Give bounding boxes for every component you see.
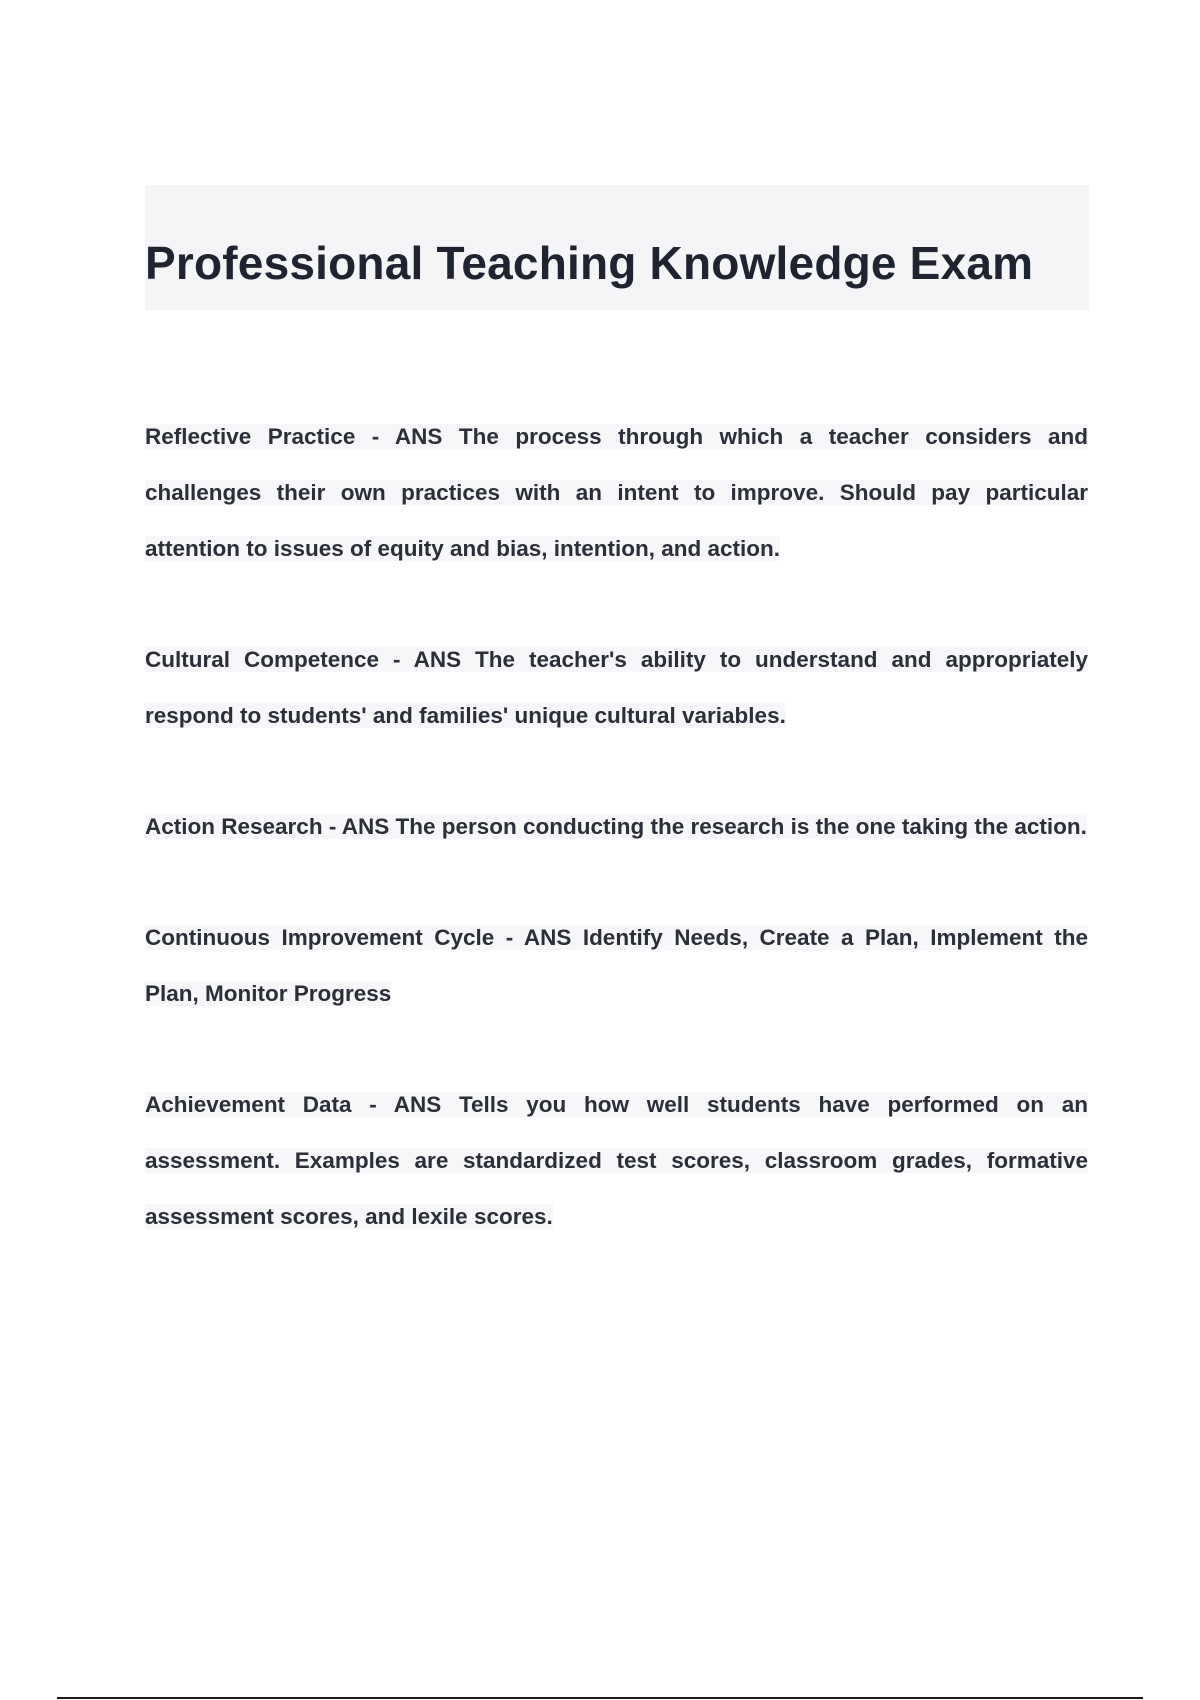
entry-definition: Identify Needs, Create a Plan, Implement the Plan, Monitor Progress — [145, 925, 1089, 1006]
flashcard-entry — [145, 632, 1088, 744]
entry-content — [145, 814, 1087, 839]
entry-content — [145, 925, 1088, 1006]
entry-separator: - ANS — [355, 424, 459, 449]
entry-separator: - ANS — [379, 647, 476, 672]
entry-definition: Tells you how well students have performed on an assessment. Examples are standardized test scores, classroom grades, formative assessment scores, and lexile scores. — [145, 1092, 1088, 1229]
entry-term: Reflective Practice — [145, 424, 356, 449]
entry-separator: - ANS — [351, 1092, 459, 1117]
flashcard-entry — [145, 409, 1088, 577]
flashcard-list — [145, 409, 1088, 1300]
entry-term: Continuous Improvement Cycle — [145, 925, 495, 950]
entry-definition: The process through which a teacher considers and challenges their own practices with an intent to improve. Should pay particular attention to issues of equity and bias, intention, and action. — [145, 424, 1088, 561]
flashcard-entry — [145, 1077, 1088, 1245]
entry-content — [145, 424, 1088, 561]
entry-definition: The teacher's ability to understand and appropriately respond to students' and families' unique cultural variables. — [145, 647, 1089, 728]
page-title: Professional Teaching Knowledge Exam — [145, 237, 1034, 289]
flashcard-entry — [145, 799, 1088, 855]
entry-term: Action Research — [145, 814, 323, 839]
footer-rule — [57, 1697, 1143, 1699]
entry-separator: - ANS — [322, 814, 396, 839]
entry-content — [145, 647, 1088, 728]
entry-term: Achievement Data — [145, 1092, 352, 1117]
entry-content — [145, 1092, 1088, 1229]
entry-definition: The person conducting the research is the one taking the action. — [395, 814, 1087, 839]
flashcard-entry — [145, 910, 1088, 1022]
entry-term: Cultural Competence — [145, 647, 379, 672]
entry-separator: - ANS — [494, 925, 583, 950]
